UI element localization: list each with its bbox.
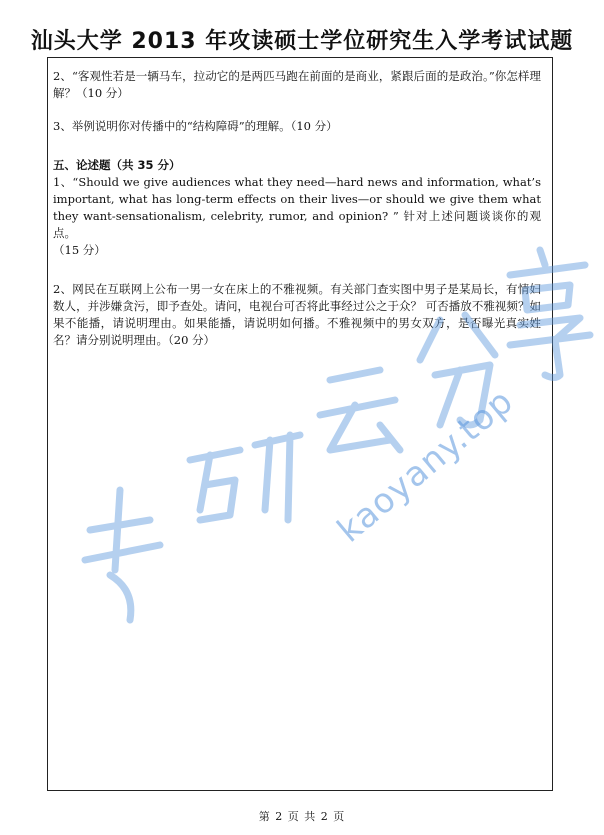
exam-content <box>53 68 541 349</box>
section-5-title: 五、论述题（共 35 分） <box>53 158 181 172</box>
exam-title: 汕头大学 2013 年攻读硕士学位研究生入学考试试题 <box>30 29 574 54</box>
watermark-url: kaoyany.top <box>330 381 522 551</box>
question-5-2: 2、网民在互联网上公布一男一女在床上的不雅视频。有关部门查实图中男子是某局长，有情妇数人，并涉嫌贪污，即予查处。请问，电视台可否将此事经过公之于众？ 可否播放不雅视频？如果不能播，请说明理由。如果能播，请说明如何播。不雅视频中的男女双方，是否曝光真实姓名？请分别说明理由。（20 分） <box>53 282 541 347</box>
question-4-3: 3、举例说明你对传播中的“结构障碍”的理解。（10 分） <box>53 119 338 133</box>
question-5-1: 1、“Should we give audiences what they need—hard news and information, what’s important, what has long-term effects on their lives—or should we give them what they want-sensationalism, celebrity, rumor, and opinion? ” 针对上述问题谈谈你的观点。 <box>53 175 541 240</box>
page-footer: 第 2 页 共 2 页 <box>258 810 346 823</box>
question-4-2: 2、“客观性若是一辆马车，拉动它的是两匹马跑在前面的是商业，紧跟后面的是政治。”你怎样理解？（10 分） <box>53 69 541 100</box>
question-5-1-score: （15 分） <box>53 243 106 257</box>
